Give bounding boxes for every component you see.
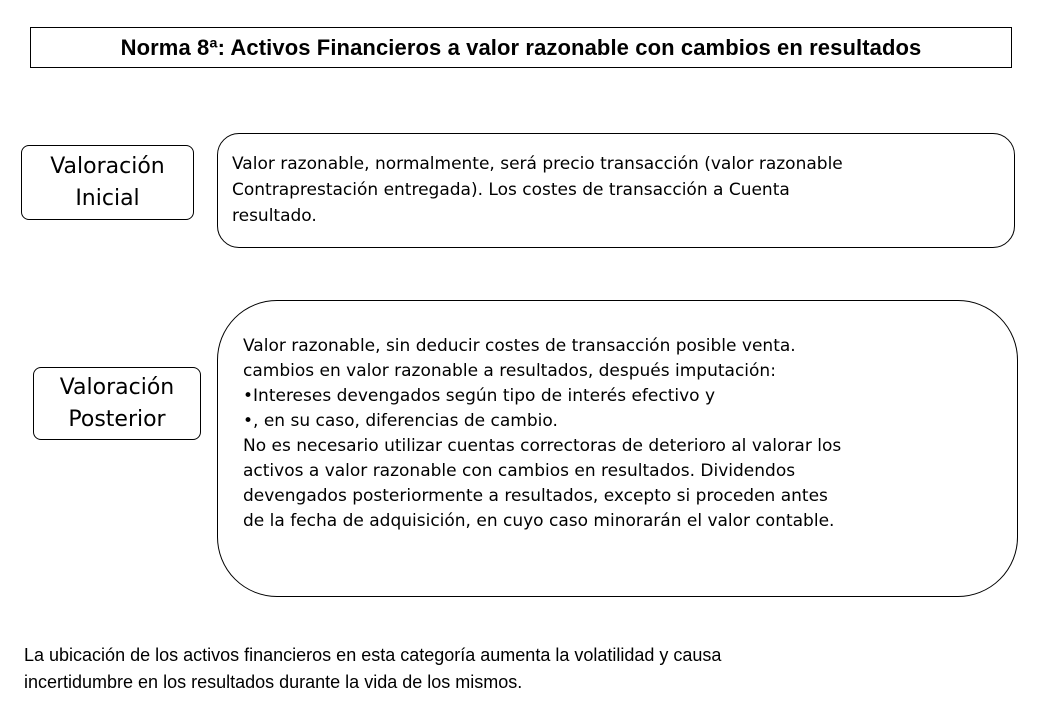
footer-line1: La ubicación de los activos financieros en esta categoría aumenta la volatilidad y causa [24,645,722,665]
valoracion-posterior-content [217,300,1018,597]
page-title [30,27,1012,68]
valoracion-inicial-content [217,133,1015,248]
posterior-text-line: cambios en valor razonable a resultados, después imputación: [243,361,776,381]
valoracion-inicial-label-line2: Inicial [75,185,140,211]
posterior-text-line: devengados posteriormente a resultados, excepto si proceden antes [243,486,828,506]
posterior-text-line: No es necesario utilizar cuentas correctoras de deterioro al valorar los [243,436,842,456]
valoracion-inicial-label-line1: Valoración [50,153,165,179]
posterior-text-line: de la fecha de adquisición, en cuyo caso minorarán el valor contable. [243,511,835,531]
posterior-bullet-line: •, en su caso, diferencias de cambio. [243,411,558,431]
posterior-bullet-line: •Intereses devengados según tipo de interés efectivo y [243,386,716,406]
valoracion-posterior-label-line1: Valoración [59,374,175,400]
posterior-text-line: activos a valor razonable con cambios en resultados. Dividendos [243,461,796,481]
posterior-text-line: Valor razonable, sin deducir costes de transacción posible venta. [243,336,796,356]
inicial-text-line: Contraprestación entregada). Los costes de transacción a Cuenta [232,180,790,200]
valoracion-posterior-label [33,367,201,440]
valoracion-posterior-label-line2: Posterior [68,406,166,432]
inicial-text-line: resultado. [232,206,317,226]
valoracion-inicial-label [21,145,194,220]
inicial-text-line: Valor razonable, normalmente, será precio transacción (valor razonable [232,154,843,174]
page-title-text: Norma 8ª: Activos Financieros a valor razonable con cambios en resultados [120,34,922,60]
footer-line2: incertidumbre en los resultados durante la vida de los mismos. [24,672,523,692]
footer-note [24,642,1014,696]
